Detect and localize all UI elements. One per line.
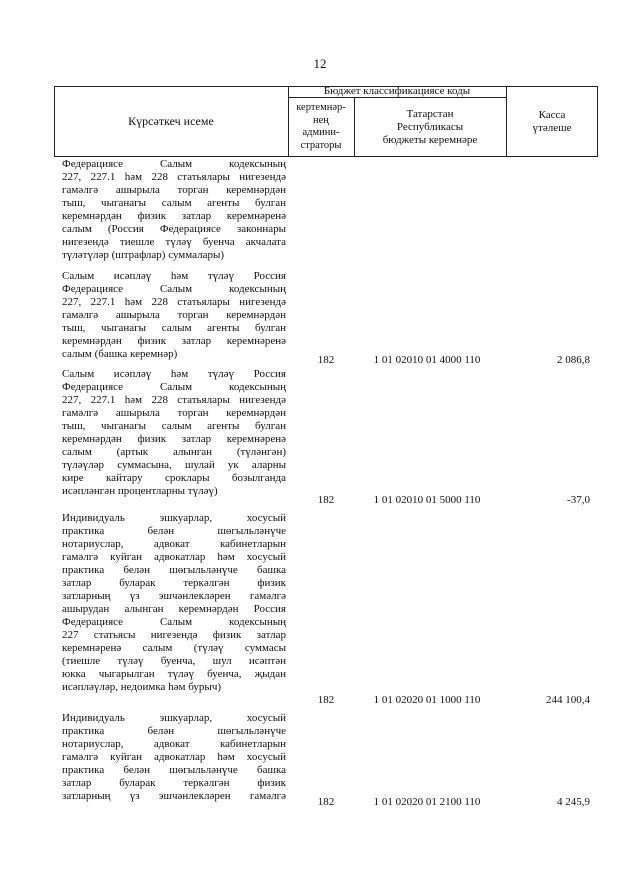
revenue-code-header: Татарстан Республикасы бюджеты керемнәре <box>382 107 478 146</box>
indicator-description: Салым исәпләү һәм түләү Россия Федерациясе Салым кодексының 227, 227.1 һәм 228 статьялары нигезендә гамәлгә ашырыла торган керемнәрдән тыш, чыганагы салым агенты булган керемнәрдән физик затлар керемнәренә салым (башка керемнәр) <box>62 270 286 360</box>
budget-classification-header: Бюджет классификациясе коды <box>323 85 471 97</box>
page-number: 12 <box>313 56 327 71</box>
indicator-description: Салым исәпләү һәм түләү Россия Федерациясе Салым кодексының 227, 227.1 һәм 228 статьялары нигезендә гамәлгә ашырыла торган керемнәрдән тыш, чыганагы салым агенты булган керемнәрдән физик затлар керемнәренә салым (артык алынган (түләнгән) түләүләр суммасына, шулай ук аларны кире кайтару сроклары бозылганда исәпләнгән процентларны түләү) <box>62 368 286 497</box>
classification-code: 1 01 02010 01 4000 110 <box>373 354 481 366</box>
cash-execution-header: Касса үтәлеше <box>532 108 572 134</box>
classification-code: 1 01 02010 01 5000 110 <box>373 494 481 506</box>
cash-amount: 4 245,9 <box>557 796 590 808</box>
classification-code: 1 01 02020 01 2100 110 <box>373 796 481 808</box>
administrator-code: 182 <box>317 494 335 506</box>
classification-code: 1 01 02020 01 1000 110 <box>373 694 481 706</box>
table-header <box>54 86 598 157</box>
cash-amount: -37,0 <box>567 494 590 506</box>
indicator-description: Индивидуаль эшкуарлар, хосусый практика белән шөгыльләнүче нотариуслар, адвокат кабинетларын гамәлгә куйган адвокатлар һәм хосусый практика белән шөгыльләнүче башка затлар буларак теркәлгән физик затларның үз эшчәнлекләрен гамәлгә <box>62 712 286 802</box>
indicator-name-header: Күрсәткеч исеме <box>128 114 214 128</box>
indicator-description: Индивидуаль эшкуарлар, хосусый практика белән шөгыльләнүче нотариуслар, адвокат кабинетларын гамәлгә куйган адвокатлар һәм хосусый практика белән шөгыльләнүче башка затлар буларак теркәлгән физик затларның үз эшчәнлекләрен гамәлгә ашырудан алынган керемнәрдән Россия Федерациясе Салым кодексының 227 статьясы нигезендә физик затлар керемнәренә салым (түләү суммасы (тиешле түләү буенча, шул исәптән юкка чыгарылган түләү буенча, җыдан исәпләүләр, недоимка һәм бурыч) <box>62 512 286 693</box>
cash-amount: 244 100,4 <box>546 694 590 706</box>
administrator-code: 182 <box>317 694 335 706</box>
indicator-description: Федерациясе Салым кодексының 227, 227.1 һәм 228 статьялары нигезендә гамәлгә ашырыла торган керемнәрдән тыш, чыганагы салым агенты булган керемнәрдән физик затлар керемнәренә салым (Россия Федерациясе законнары нигезендә тиешле түләү буенча акчалата түләтүләр (штрафлар) суммалары) <box>62 158 286 261</box>
administrator-code: 182 <box>317 354 335 366</box>
cash-amount: 2 086,8 <box>557 354 590 366</box>
administrator-code: 182 <box>317 796 335 808</box>
administrator-header: кертемнәр- нең админи- страторы <box>296 102 346 151</box>
